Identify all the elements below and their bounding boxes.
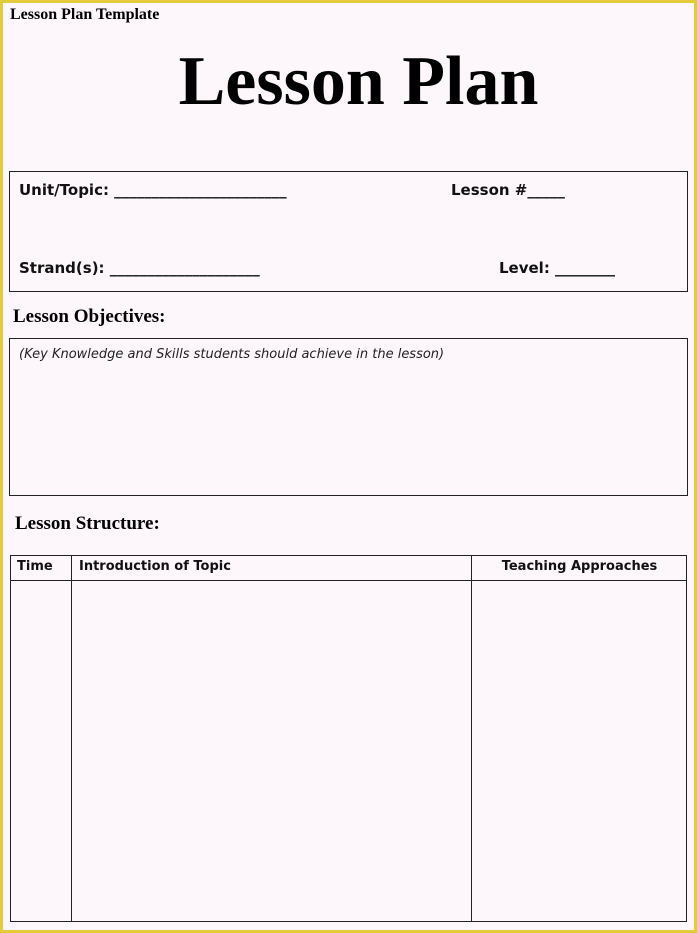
page-title: Lesson Plan bbox=[178, 43, 539, 120]
structure-table bbox=[10, 555, 687, 922]
objectives-hint: (Key Knowledge and Skills students should achieve in the lesson) bbox=[19, 347, 445, 362]
structure-heading: Lesson Structure: bbox=[15, 513, 160, 534]
column-divider bbox=[471, 555, 472, 922]
column-divider bbox=[71, 555, 72, 922]
objectives-heading: Lesson Objectives: bbox=[13, 306, 166, 327]
lesson-number-field[interactable]: Lesson #_____ bbox=[451, 181, 565, 199]
column-header-time: Time bbox=[17, 559, 53, 574]
unit-topic-field[interactable]: Unit/Topic: _______________________ bbox=[19, 181, 287, 199]
strands-field[interactable]: Strand(s): ____________________ bbox=[19, 259, 260, 277]
column-header-introduction: Introduction of Topic bbox=[79, 559, 231, 574]
column-header-teaching-approaches: Teaching Approaches bbox=[501, 559, 658, 574]
template-label: Lesson Plan Template bbox=[10, 6, 160, 23]
table-header-divider bbox=[10, 580, 687, 581]
level-field[interactable]: Level: ________ bbox=[499, 259, 616, 277]
